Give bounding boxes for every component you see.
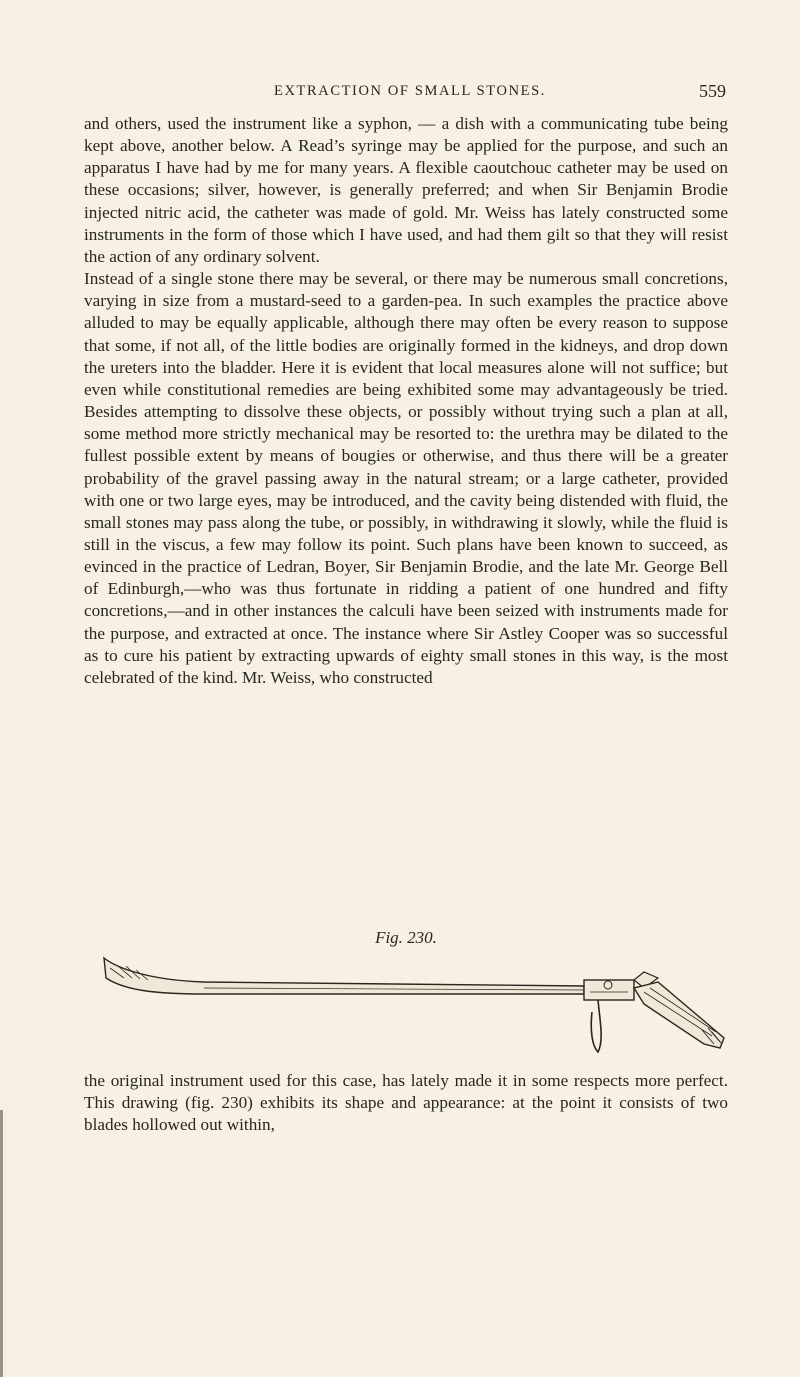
running-head: [94, 78, 726, 104]
figure-caption: Fig. 230.: [375, 928, 437, 947]
lithotrite-instrument-illustration: [84, 952, 728, 1068]
paragraph-1: and others, used the instrument like a syphon, — a dish with a communicating tube being kept above, another below. A Read’s syringe may be applied for the purpose, and such an apparatus I have had by me for many years. A flexible caoutchouc catheter may be used on these occasions; silver, however, is generally preferred; and when Sir Benjamin Brodie injected nitric acid, the catheter was made of gold. Mr. Weiss has lately constructed some instruments in the form of those which I have used, and had them gilt so that they will resist the action of any ordinary solvent.: [84, 114, 728, 266]
paragraph-2: Instead of a single stone there may be several, or there may be numerous small concretions, varying in size from a mustard-seed to a garden-pea. In such examples the practice above alluded to may be equally applicable, although there may often be every reason to suppose that some, if not all, of the little bodies are originally formed in the kidneys, and drop down the ureters into the bladder. Here it is evident that local measures alone will not suffice; but even while constitutional remedies are being exhibited some may advantageously be tried. Besides attempting to dissolve these objects, or possibly without trying such a plan at all, some method more strictly mechanical may be resorted to: the urethra may be dilated to the fullest possible extent by means of bougies or otherwise, and thus there will be a greater probability of the gravel passing away in the natural stream; or a large catheter, provided with one or two large eyes, may be introduced, and the cavity being distended with fluid, the small stones may pass along the tube, or possibly, in withdrawing it slowly, while the fluid is still in the viscus, a few may follow its point. Such plans have been known to succeed, as evinced in the practice of Ledran, Boyer, Sir Benjamin Brodie, and the late Mr. George Bell of Edinburgh,—who was thus fortunate in ridding a patient of one hundred and fifty concretions,—and in other instances the calculi have been seized with instruments made for the purpose, and extracted at once. The instance where Sir Astley Cooper was so successful as to cure his patient by extracting upwards of eighty small stones in this way, is the most celebrated of the kind. Mr. Weiss, who constructed: [84, 269, 728, 687]
paragraph-3: the original instrument used for this case, has lately made it in some respects more perfect. This drawing (fig. 230) exhibits its shape and appearance: at the point it consists of two blades hollowed out within,: [84, 1071, 728, 1135]
figure-230: [84, 928, 728, 1068]
instrument-joint: [584, 980, 634, 1000]
continuation-text: [84, 1070, 728, 1136]
running-title: EXTRACTION OF SMALL STONES.: [274, 83, 546, 99]
binding-edge: [0, 1110, 3, 1377]
instrument-thumb-hook: [591, 1000, 601, 1052]
page-number: 559: [699, 81, 726, 101]
body-text: [84, 113, 728, 689]
